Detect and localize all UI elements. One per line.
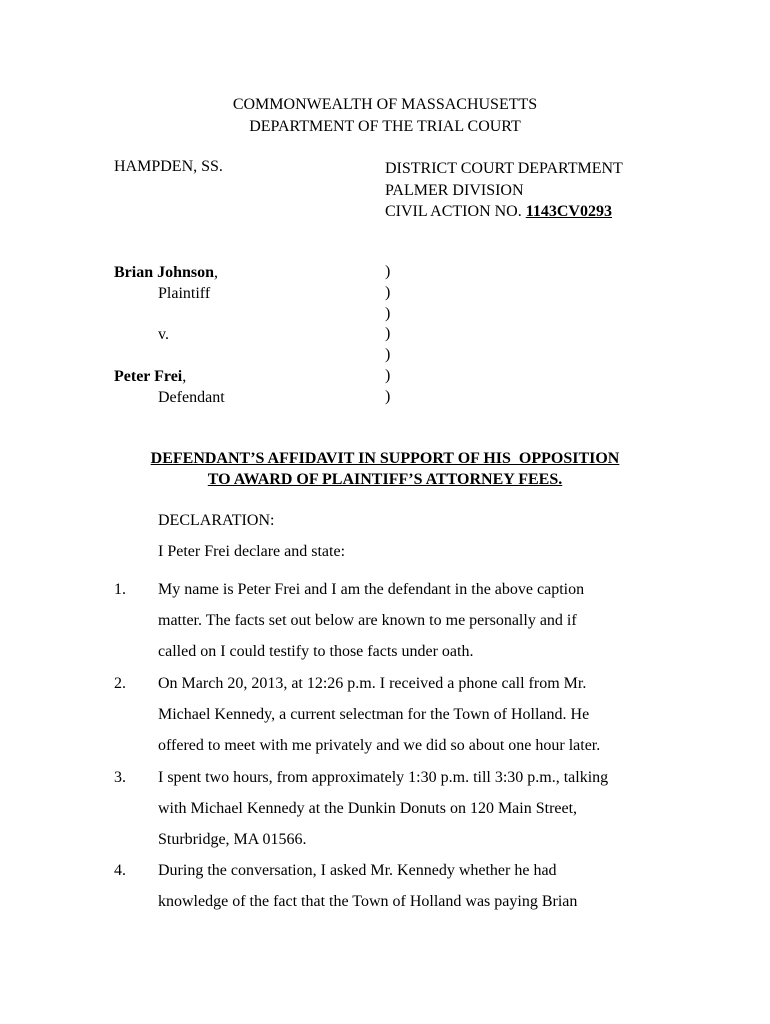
paragraph-line: matter. The facts set out below are known to me personally and if xyxy=(158,612,577,629)
paragraph-line: called on I could testify to those facts under oath. xyxy=(158,643,474,660)
header-line-commonwealth: COMMONWEALTH OF MASSACHUSETTS xyxy=(232,96,538,113)
court-header xyxy=(0,94,770,138)
civil-action-label: CIVIL ACTION NO. xyxy=(385,203,526,220)
defendant-comma: , xyxy=(182,368,187,385)
civil-action-line xyxy=(385,201,623,223)
declaration-intro: I Peter Frei declare and state: xyxy=(158,543,346,560)
plaintiff-role: Plaintiff xyxy=(158,285,211,302)
header-line-department: DEPARTMENT OF THE TRIAL COURT xyxy=(249,118,521,135)
paragraph-line: During the conversation, I asked Mr. Kennedy whether he had xyxy=(158,862,557,879)
paragraph-line: knowledge of the fact that the Town of Holland was paying Brian xyxy=(158,893,578,910)
paragraph-line: with Michael Kennedy at the Dunkin Donuts on 120 Main Street, xyxy=(158,800,578,817)
plaintiff-comma: , xyxy=(214,264,219,281)
paragraph-number: 4. xyxy=(114,862,126,879)
paragraph-number: 1. xyxy=(114,581,126,598)
caption-paren: ) xyxy=(385,346,391,364)
paragraph-line: Michael Kennedy, a current selectman for the Town of Holland. He xyxy=(158,706,590,723)
court-block xyxy=(385,158,623,223)
defendant-block xyxy=(114,366,225,408)
court-division: PALMER DIVISION xyxy=(385,181,524,199)
title-line-1: DEFENDANT’S AFFIDAVIT IN SUPPORT OF HIS OPPOSITION xyxy=(150,450,620,467)
title-line-2: TO AWARD OF PLAINTIFF’S ATTORNEY FEES. xyxy=(207,471,563,488)
document-title xyxy=(0,448,770,490)
paragraph-line: offered to meet with me privately and we did so about one hour later. xyxy=(158,737,601,754)
plaintiff-block xyxy=(114,262,218,304)
versus-label: v. xyxy=(158,326,169,343)
paragraph-number: 3. xyxy=(114,769,126,786)
county-label: HAMPDEN, SS. xyxy=(114,158,223,175)
caption-paren: ) xyxy=(385,283,391,301)
paragraph-line: Sturbridge, MA 01566. xyxy=(158,831,307,848)
caption-paren: ) xyxy=(385,304,391,322)
caption-paren: ) xyxy=(385,387,391,405)
court-department: DISTRICT COURT DEPARTMENT xyxy=(385,160,623,177)
caption-parentheses xyxy=(385,262,390,408)
plaintiff-name: Brian Johnson xyxy=(114,264,215,281)
defendant-name: Peter Frei xyxy=(114,368,183,385)
caption-paren: ) xyxy=(385,325,391,343)
civil-action-number: 1143CV0293 xyxy=(525,203,612,220)
defendant-role: Defendant xyxy=(158,389,225,406)
declaration-heading: DECLARATION: xyxy=(158,512,275,529)
paragraph-line: On March 20, 2013, at 12:26 p.m. I received a phone call from Mr. xyxy=(158,675,587,692)
paragraph-number: 2. xyxy=(114,675,126,692)
caption-paren: ) xyxy=(385,366,391,384)
caption-paren: ) xyxy=(385,263,391,280)
paragraph-line: I spent two hours, from approximately 1:30 p.m. till 3:30 p.m., talking xyxy=(158,769,609,786)
paragraph-line: My name is Peter Frei and I am the defendant in the above caption xyxy=(158,581,585,598)
